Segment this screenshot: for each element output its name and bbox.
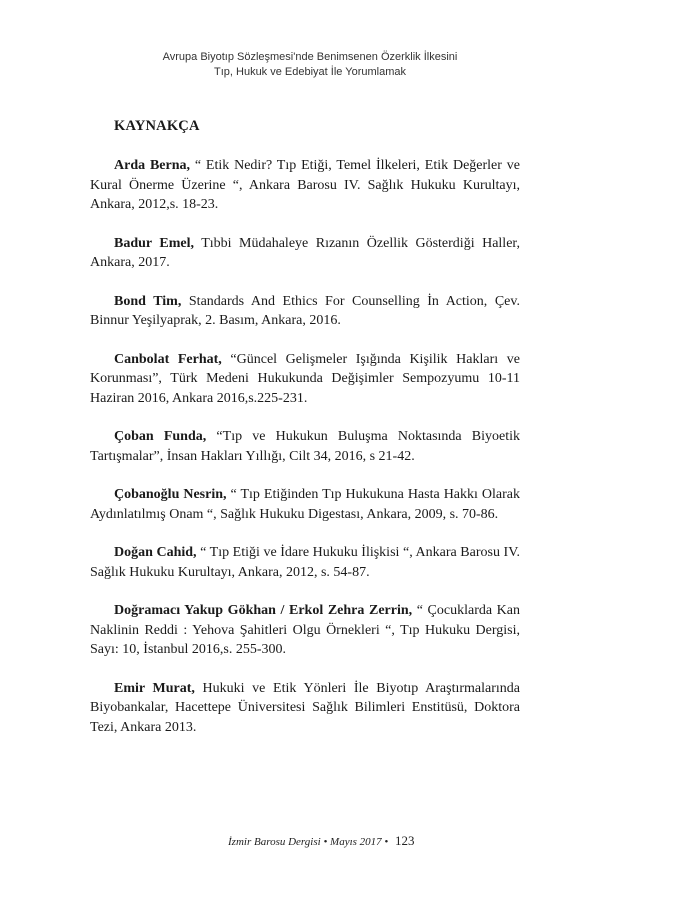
- entry-text: “ Etik Nedir? Tıp Etiği, Temel İlkeleri, Etik Değerler ve Kural Önerme Üzerine “, Ankara Barosu IV. Sağlık Hukuku Kurultayı, Ankara, 2012,s. 18-23.: [90, 158, 520, 212]
- footer-journal: İzmir Barosu Dergisi • Mayıs 2017 •: [228, 836, 389, 848]
- bibliography-entry: [90, 292, 520, 331]
- bibliography-entry: [90, 156, 520, 215]
- bibliography-entry: [90, 679, 520, 738]
- running-header-line-2: Tıp, Hukuk ve Edebiyat İle Yorumlamak: [214, 66, 406, 78]
- entry-author: Badur Emel,: [114, 235, 194, 251]
- bibliography-entry: [90, 427, 520, 466]
- bibliography: [90, 118, 520, 756]
- entry-author: Emir Murat,: [114, 680, 195, 696]
- bibliography-entry: [90, 485, 520, 524]
- bibliography-entry: [90, 350, 520, 409]
- page-number: 123: [395, 833, 415, 848]
- entry-text: Hukuki ve Etik Yönleri İle Biyotıp Araştırmalarında Biyobankalar, Hacettepe Üniversitesi Sağlık Bilimleri Enstitüsü, Doktora Tezi, Ankara 2013.: [90, 680, 520, 735]
- entry-author: Doğramacı Yakup Gökhan / Erkol Zehra Zerrin,: [114, 603, 413, 618]
- entry-text: “Güncel Gelişmeler Işığında Kişilik Hakları ve Korunması”, Türk Medeni Hukukunda Değişimler Sempozyumu 10-11 Haziran 2016, Ankara 2016,s.225-231.: [90, 351, 520, 406]
- entry-text: “Tıp ve Hukukun Buluşma Noktasında Biyoetik Tartışmalar”, İnsan Hakları Yıllığı, Cilt 34, 2016, s 21-42.: [90, 429, 521, 464]
- entry-author: Çobanoğlu Nesrin,: [114, 487, 227, 502]
- bibliography-entry: [90, 543, 520, 582]
- entry-author: Arda Berna,: [114, 158, 191, 173]
- section-title: KAYNAKÇA: [114, 118, 200, 134]
- entry-text: “ Çocuklarda Kan Naklinin Reddi : Yehova Şahitleri Olgu Örnekleri “, Tıp Hukuku Dergisi, Sayı: 10, İstanbul 2016,s. 255-300.: [90, 603, 520, 657]
- entry-text: Tıbbi Müdahaleye Rızanın Özellik Gösterdiği Haller, Ankara, 2017.: [90, 235, 521, 270]
- bibliography-entry: [90, 601, 520, 660]
- entry-author: Bond Tim,: [114, 293, 182, 309]
- entry-text: “ Tıp Etiği ve İdare Hukuku İlişkisi “, Ankara Barosu IV. Sağlık Hukuku Kurultayı, Ankara, 2012, s. 54-87.: [90, 545, 520, 580]
- bibliography-entry: [90, 234, 520, 273]
- entry-author: Çoban Funda,: [114, 429, 207, 444]
- entry-author: Doğan Cahid,: [114, 545, 197, 560]
- running-header: [0, 50, 620, 80]
- entry-text: Standards And Ethics For Counselling İn Action, Çev. Binnur Yeşilyaprak, 2. Basım, Ankara, 2016.: [90, 293, 520, 328]
- entry-author: Canbolat Ferhat,: [114, 351, 222, 367]
- entry-text: “ Tıp Etiğinden Tıp Hukukuna Hasta Hakkı Olarak Aydınlatılmış Onam “, Sağlık Hukuku Digestası, Ankara, 2009, s. 70-86.: [90, 487, 520, 522]
- page-footer: [228, 833, 415, 849]
- running-header-line-1: Avrupa Biyotıp Sözleşmesi'nde Benimsenen Özerklik İlkesini: [162, 51, 458, 63]
